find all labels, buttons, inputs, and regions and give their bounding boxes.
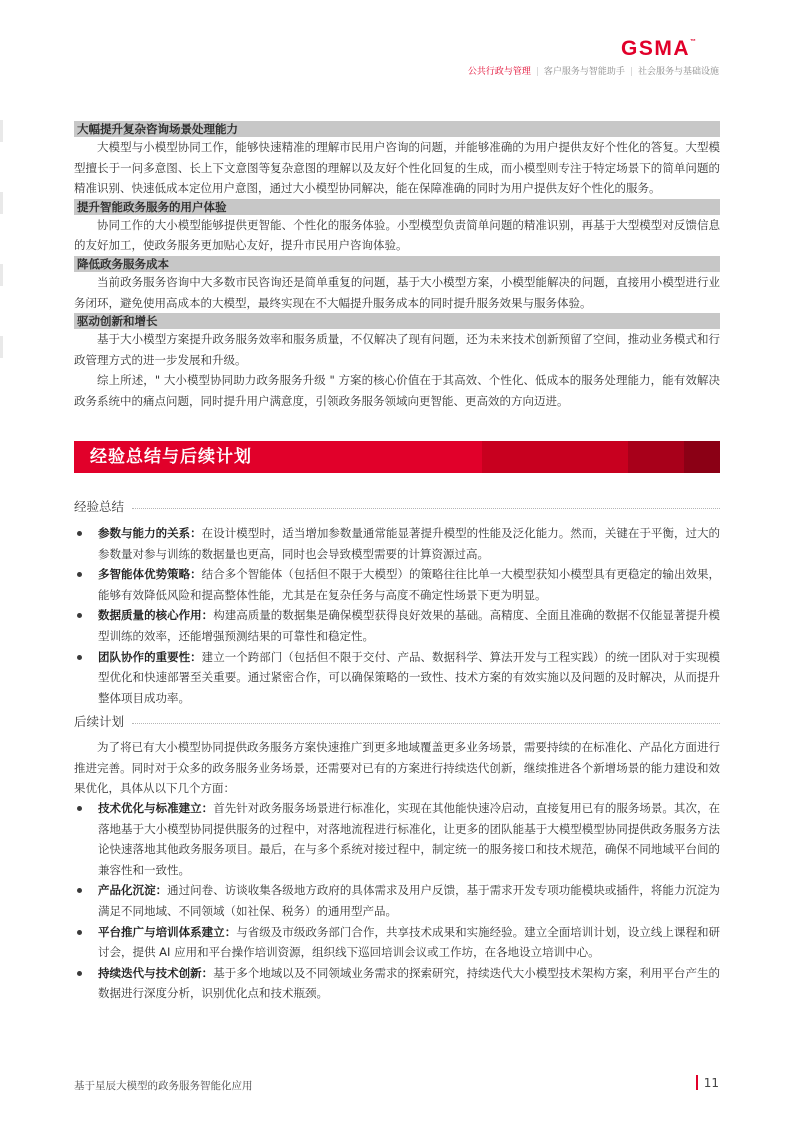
list-item: 参数与能力的关系：在设计模型时，适当增加参数量通常能显著提升模型的性能及泛化能力。然而，关键在于平衡，过大的参数量对参与训练的数据量也更高，同时也会导致模型需要的计算资源过高。 xyxy=(74,523,720,564)
subheading: 提升智能政务服务的用户体验 xyxy=(74,199,720,215)
paragraph: 大模型与小模型协同工作，能够快速精准的理解市民用户咨询的问题，并能够准确的为用户提供友好个性化的答复。大型模型擅长于一问多意图、长上下文意图等复杂意图的理解以及友好个性化回复的生成，而小模型则专注于特定场景下的简单问题的精准识别、快速低成本定位用户意图，通过大小模型协同解决，能在保障准确的同时为用户提供友好个性化的服务。 xyxy=(74,140,720,196)
list-item: 产品化沉淀：通过问卷、访谈收集各级地方政府的具体需求及用户反馈，基于需求开发专项功能模块或插件，将能力沉淀为满足不同地域、不同领域（如社保、税务）的通用型产品。 xyxy=(74,880,720,921)
bullet-icon xyxy=(77,971,82,976)
page-number-value: 11 xyxy=(703,1075,719,1090)
plan-list xyxy=(74,798,720,1004)
page-number-marker xyxy=(696,1075,698,1090)
bullet-icon xyxy=(77,888,82,893)
nav-item-public-admin[interactable]: 公共行政与管理 xyxy=(467,67,531,77)
page-edge-marks xyxy=(0,120,4,408)
summary-label: 经验总结 xyxy=(74,499,125,514)
header-nav: 公共行政与管理 | 客户服务与智能助手 | 社会服务与基础设施 xyxy=(467,67,719,77)
nav-item-social-services[interactable]: 社会服务与基础设施 xyxy=(637,67,719,77)
bullet-icon xyxy=(77,572,82,577)
paragraph: 综上所述，" 大小模型协同助力政务服务升级 " 方案的核心价值在于其高效、个性化、低成本的服务处理能力，能有效解决政务系统中的痛点问题，同时提升用户满意度，引领政务服务领域向更智能、更高效的方向迈进。 xyxy=(74,373,720,408)
benefits-sections xyxy=(74,121,720,412)
bullet-icon xyxy=(77,531,82,536)
footer-title: 基于星辰大模型的政务服务智能化应用 xyxy=(74,1080,253,1092)
subheading: 降低政务服务成本 xyxy=(74,256,720,272)
list-item: 多智能体优势策略：结合多个智能体（包括但不限于大模型）的策略往往比单一大模型获知小模型具有更稳定的输出效果，能够有效降低风险和提高整体性能，尤其是在复杂任务与高度不确定性场景下更为明显。 xyxy=(74,564,720,605)
plan-label: 后续计划 xyxy=(74,714,125,729)
plan-intro xyxy=(74,737,720,799)
paragraph: 当前政务服务咨询中大多数市民咨询还是简单重复的问题，基于大小模型方案，小模型能解决的问题，直接用小模型进行业务闭环，避免使用高成本的大模型，最终实现在不大幅提升服务成本的同时提升服务效果与服务体验。 xyxy=(74,274,720,310)
paragraph: 协同工作的大小模型能够提供更智能、个性化的服务体验。小型模型负责简单问题的精准识别，再基于大型模型对反馈信息的友好加工，使政务服务更加贴心友好，提升市民用户咨询体验。 xyxy=(74,217,720,253)
subheading: 驱动创新和增长 xyxy=(74,313,720,329)
page-number xyxy=(696,1075,719,1090)
paragraph: 为了将已有大小模型协同提供政务服务方案快速推广到更多地域覆盖更多业务场景，需要持续的在标准化、产品化方面进行推进完善。同时对于众多的政务服务业务场景，还需要对已有的方案进行持续迭代创新，继续推进各个新增场景的能力建设和效果优化，具体从以下几个方面： xyxy=(74,740,720,796)
list-item: 团队协作的重要性：建立一个跨部门（包括但不限于交付、产品、数据科学、算法开发与工程实践）的统一团队对于实现模型优化和快速部署至关重要。通过紧密合作，可以确保策略的一致性、技术方案的有效实施以及问题的及时解决，从而提升整体项目成功率。 xyxy=(74,647,720,709)
summary-list xyxy=(74,523,720,708)
dotted-leader xyxy=(132,723,720,724)
gsma-logo: GSMA™ xyxy=(621,37,698,60)
subheading: 大幅提升复杂咨询场景处理能力 xyxy=(74,121,720,137)
plan-label-row xyxy=(74,712,720,730)
list-item: 持续迭代与技术创新：基于多个地域以及不同领域业务需求的探索研究，持续迭代大小模型技术架构方案，利用平台产生的数据进行深度分析，识别优化点和技术瓶颈。 xyxy=(74,963,720,1004)
bullet-icon xyxy=(77,806,82,811)
paragraph: 基于大小模型方案提升政务服务效率和服务质量，不仅解决了现有问题，还为未来技术创新预留了空间，推动业务模式和行政管理方式的进一步发展和升级。 xyxy=(74,332,720,367)
summary-label-row xyxy=(74,497,720,515)
list-item: 技术优化与标准建立：首先针对政务服务场景进行标准化，实现在其他能快速冷启动，直接复用已有的服务场景。其次，在落地基于大小模型协同提供服务的过程中，对落地流程进行标准化，让更多的团队能基于大模型模型协同提供政务服务方法论快速落地其他政务服务项目。最后，在与多个系统对接过程中，制定统一的服务接口和技术规范，确保不同地域平台间的兼容性和一致性。 xyxy=(74,798,720,880)
nav-item-customer-service[interactable]: 客户服务与智能助手 xyxy=(543,67,625,77)
bullet-icon xyxy=(77,655,82,660)
section-banner-title: 经验总结与后续计划 xyxy=(90,447,252,467)
bullet-icon xyxy=(77,930,82,935)
dotted-leader xyxy=(132,508,720,509)
list-item: 数据质量的核心作用：构建高质量的数据集是确保模型获得良好效果的基础。高精度、全面且准确的数据不仅能显著提升模型训练的效率，还能增强预测结果的可靠性和稳定性。 xyxy=(74,605,720,646)
list-item: 平台推广与培训体系建立：与省级及市级政务部门合作，共享技术成果和实施经验。建立全面培训计划，设立线上课程和研讨会，提供 AI 应用和平台操作培训资源，组织线下巡回培训会议或工作坊，在各地设立培训中心。 xyxy=(74,922,720,963)
bullet-icon xyxy=(77,613,82,618)
